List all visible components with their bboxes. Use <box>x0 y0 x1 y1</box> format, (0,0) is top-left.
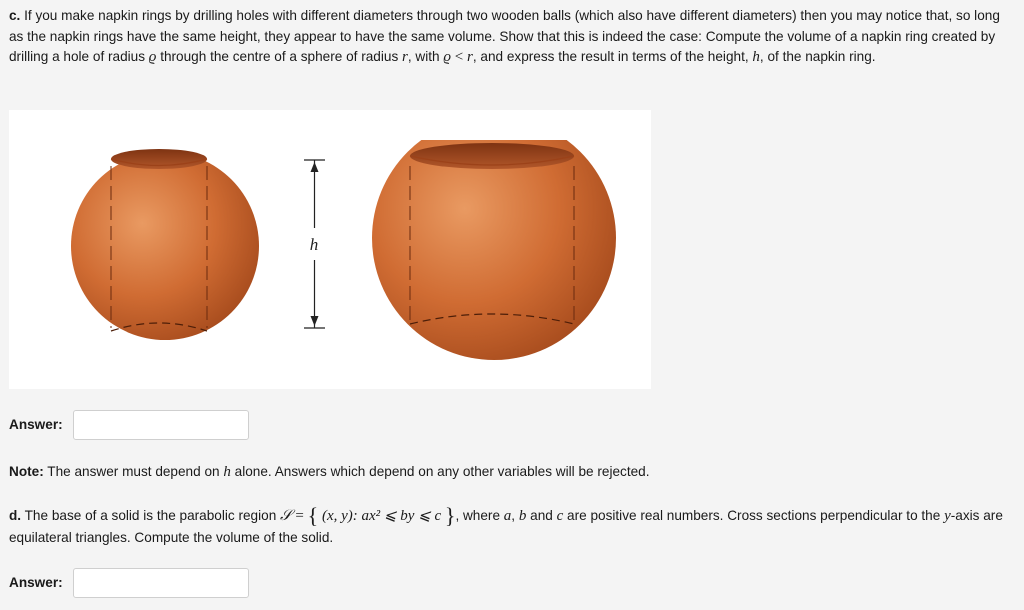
condition-lt: < <box>451 49 467 65</box>
question-d-text-3: are positive real numbers. Cross sections perpendicular to the <box>563 508 945 523</box>
answer-d-input[interactable] <box>73 568 249 598</box>
answer-d-label: Answer: <box>9 575 63 590</box>
a-symbol: a <box>503 508 512 524</box>
note-label: Note: <box>9 464 44 479</box>
set-equals: = <box>291 508 308 524</box>
question-d-text <box>9 505 1009 548</box>
r-symbol: r <box>402 49 408 65</box>
question-c-text-4: , and express the result in terms of the height, <box>472 49 753 64</box>
question-d-text-4: -axis are equilateral triangles. Compute the volume of the solid. <box>9 508 1003 545</box>
question-d-label: d. <box>9 508 22 523</box>
h-symbol: h <box>752 49 760 65</box>
question-c-text <box>9 6 1009 68</box>
b-symbol: b <box>518 508 527 524</box>
question-c-label: c. <box>9 8 21 23</box>
note-text <box>9 462 1009 483</box>
question-d-text-2: , where <box>455 508 504 523</box>
question-c-text-2: through the centre of a sphere of radius <box>156 49 403 64</box>
rho-symbol: ϱ <box>148 49 157 65</box>
large-napkin-ring <box>372 116 616 360</box>
height-marker <box>304 160 325 328</box>
question-c-text-1: If you make napkin rings by drilling holes with different diameters through two wooden balls (which also have different diameters) then you may notice that, so long as the napkin rings have the same height, they appear to have the same volume. Show that this is indeed the case: Compute the volume of a napkin ring created by drilling a hole of radius <box>9 8 1000 64</box>
condition-rho: ϱ <box>443 49 452 65</box>
question-c-text-3: , with <box>407 49 444 64</box>
small-napkin-ring <box>71 149 259 340</box>
set-definition: (x, y): ax² ⩽ by ⩽ c <box>318 508 445 524</box>
napkin-ring-figure <box>9 110 651 389</box>
comma-separator: , <box>511 508 519 523</box>
set-left-brace: { <box>307 503 319 528</box>
height-label: h <box>309 235 319 254</box>
napkin-ring-illustration <box>9 110 651 389</box>
note-text-2: alone. Answers which depend on any other variables will be rejected. <box>230 464 650 479</box>
answer-c-label: Answer: <box>9 417 63 432</box>
condition-r: r <box>466 49 473 65</box>
and-separator: and <box>526 508 557 523</box>
y-symbol: y <box>944 508 951 524</box>
answer-c-input[interactable] <box>73 410 249 440</box>
note-text-1: The answer must depend on <box>43 464 224 479</box>
set-right-brace: } <box>444 503 456 528</box>
set-symbol: 𝒮 <box>280 508 292 524</box>
c-symbol: c <box>556 508 564 524</box>
question-c-text-5: , of the napkin ring. <box>759 49 876 64</box>
note-h-symbol: h <box>223 464 231 480</box>
question-d-text-1: The base of a solid is the parabolic region <box>21 508 281 523</box>
